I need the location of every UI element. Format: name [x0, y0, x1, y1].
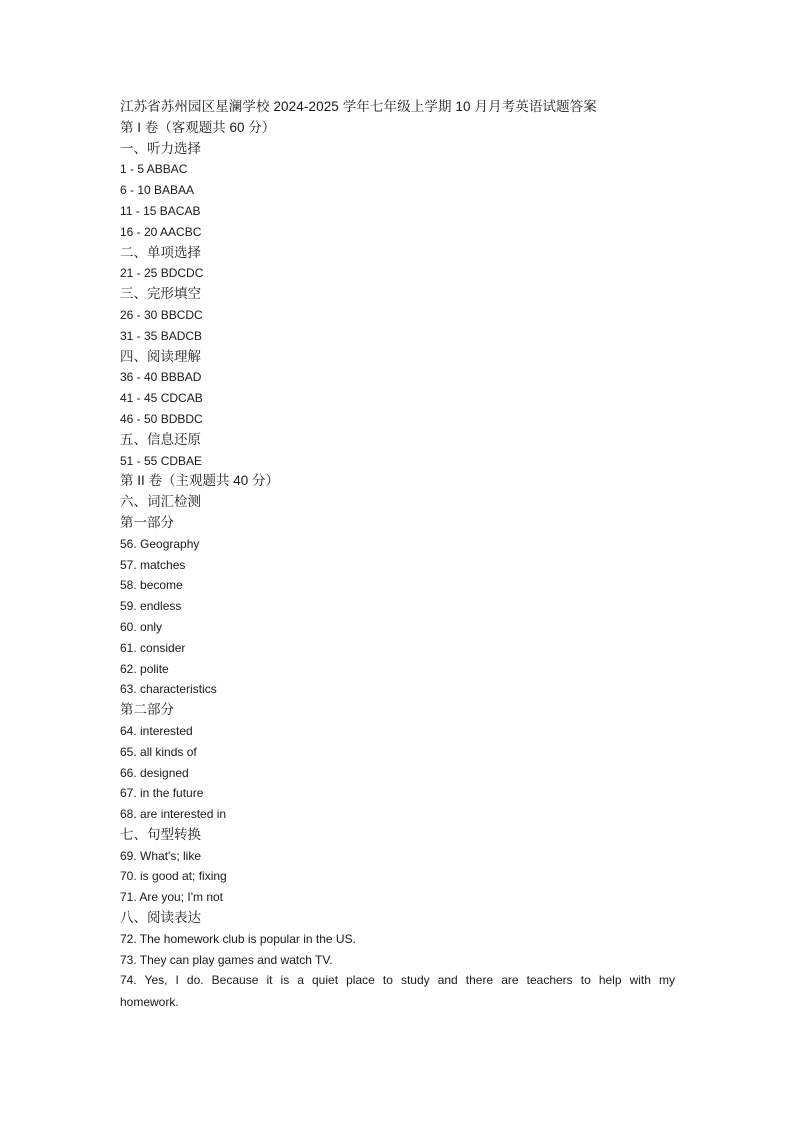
section6-heading: 六、词汇检测: [120, 494, 201, 510]
answer-document: [120, 97, 675, 1013]
answer-paragraph: 74. Yes, I do. Because it is a quiet place to study and there are teachers to help with my homework.: [120, 973, 675, 1009]
answer-line: 64. interested: [120, 723, 193, 738]
answer-line: 56. Geography: [120, 536, 200, 551]
answer-line: 67. in the future: [120, 786, 204, 801]
answer-line: 1 - 5 ABBAC: [120, 162, 188, 177]
answer-line: 63. characteristics: [120, 682, 217, 697]
section7-heading: 七、句型转换: [120, 826, 201, 842]
section1-heading: 一、听力选择: [120, 140, 201, 156]
answer-line: 31 - 35 BADCB: [120, 328, 203, 343]
answer-line: 72. The homework club is popular in the US.: [120, 931, 356, 946]
answer-line: 65. all kinds of: [120, 744, 197, 759]
part2-heading: 第 II 卷（主观题共 40 分）: [120, 473, 280, 489]
answer-line: 59. endless: [120, 599, 182, 614]
section6-subheading-1: 第一部分: [120, 514, 174, 530]
answer-line: 41 - 45 CDCAB: [120, 391, 203, 406]
answer-line: 16 - 20 AACBC: [120, 224, 202, 239]
answer-line: 61. consider: [120, 640, 186, 655]
answer-line: 70. is good at; fixing: [120, 869, 227, 884]
document-title: 江苏省苏州园区星澜学校 2024-2025 学年七年级上学期 10 月月考英语试题答案: [120, 99, 597, 114]
answer-line: 62. polite: [120, 661, 169, 676]
answer-line: 60. only: [120, 619, 163, 634]
part1-heading: 第 I 卷（客观题共 60 分）: [120, 119, 276, 135]
answer-line: 26 - 30 BBCDC: [120, 307, 203, 322]
answer-line: 71. Are you; I'm not: [120, 890, 224, 905]
answer-line: 51 - 55 CDBAE: [120, 453, 203, 468]
section2-heading: 二、单项选择: [120, 244, 201, 260]
answer-line: 11 - 15 BACAB: [120, 203, 201, 218]
answer-line: 6 - 10 BABAA: [120, 183, 195, 198]
answer-line: 21 - 25 BDCDC: [120, 266, 204, 281]
answer-line: 58. become: [120, 578, 183, 593]
section4-heading: 四、阅读理解: [120, 348, 201, 364]
answer-line: 69. What's; like: [120, 848, 201, 863]
answer-line: 36 - 40 BBBAD: [120, 370, 202, 385]
answer-line: 73. They can play games and watch TV.: [120, 952, 333, 967]
section5-heading: 五、信息还原: [120, 431, 201, 447]
section3-heading: 三、完形填空: [120, 286, 201, 302]
answer-line: 46 - 50 BDBDC: [120, 411, 203, 426]
answer-line: 57. matches: [120, 557, 186, 572]
section6-subheading-2: 第二部分: [120, 702, 174, 718]
answer-line: 68. are interested in: [120, 807, 227, 822]
answer-line: 66. designed: [120, 765, 189, 780]
section8-heading: 八、阅读表达: [120, 910, 201, 926]
